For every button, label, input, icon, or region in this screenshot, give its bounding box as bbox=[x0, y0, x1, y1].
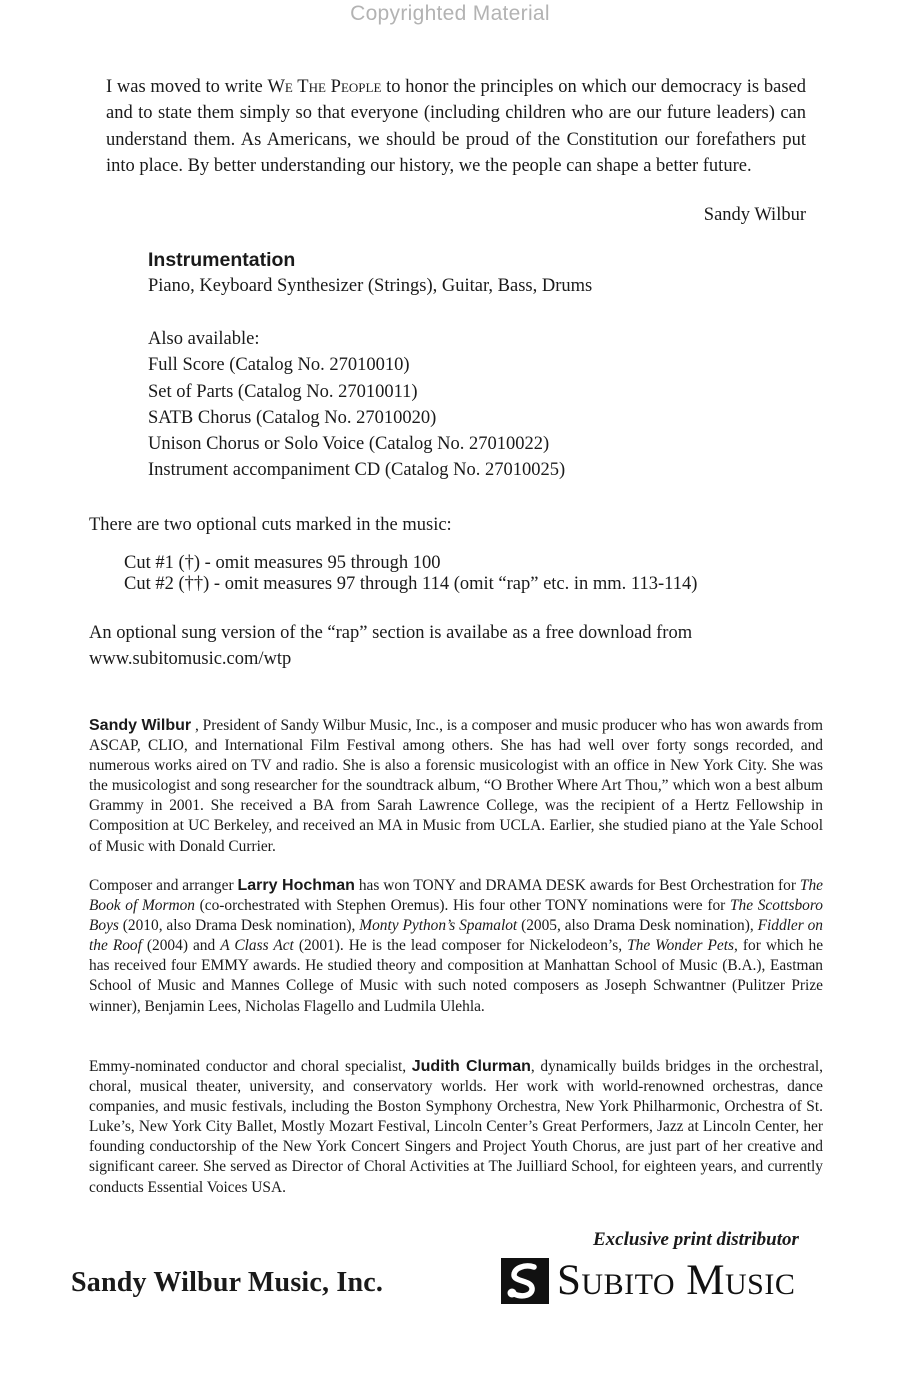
cuts-intro: There are two optional cuts marked in the music: bbox=[89, 515, 452, 535]
intro-text-after: to honor the principles on which our democracy is based and to state them simply so that everyone (including children who are our future leaders) can understand them. As Americans, we should be proud of the Constitution our forefathers put into place. By better understanding our history, we the people can shape a better future. bbox=[106, 77, 806, 176]
work-title: We The People bbox=[267, 77, 382, 97]
bio-text: (co-orchestrated with Stephen Oremus). His four other TONY nominations were for bbox=[194, 897, 730, 915]
show-title: The Book of Mormon bbox=[89, 877, 823, 915]
bio-text: , President of Sandy Wilbur Music, Inc., is a composer and music producer who has won awards from ASCAP, CLIO, and International Film Festival among others. She has had well over forty songs recorded, and numerous works aired on TV and radio. She is also a forensic musicologist with an office in New York City. She was the musicologist and song researcher for the soundtrack album, “O Brother Where Art Thou,” which won a best album Grammy in 2001. She received a BA from Sarah Lawrence College, was the recipient of a Hertz Fellowship in Composition at UC Berkeley, and received an MA in Music from UCLA. Earlier, she studied piano at the Yale School of Music with Donald Currier. bbox=[89, 717, 823, 855]
cut-item: Cut #1 (†) - omit measures 95 through 100 bbox=[124, 553, 441, 573]
publisher-name: Sandy Wilbur Music, Inc. bbox=[71, 1267, 384, 1298]
bio-text: , dynamically builds bridges in the orchestral, choral, musical theater, university, and conservatory worlds. Her work with world-renowned orchestras, dance companies, and music festivals, including the Boston Symphony Orchestra, New York Philharmonic, Orchestra of St. Luke’s, New York City Ballet, Mostly Mozart Festival, Lincoln Center’s Great Performers, Jazz at Lincoln Center, her founding conductorship of the New York Concert Singers and Project Youth Chorus, are just part of her creative and significant career. She served as Director of Choral Activities at The Juilliard School, for eighteen years, and currently conducts Essential Voices USA. bbox=[89, 1058, 823, 1196]
bio-sandy-wilbur bbox=[89, 716, 823, 857]
catalog-item: Full Score (Catalog No. 27010010) bbox=[148, 355, 410, 376]
bio-larry-hochman bbox=[89, 876, 823, 1017]
bio-judith-clurman bbox=[89, 1057, 823, 1198]
bio-name: Judith Clurman bbox=[411, 1058, 531, 1075]
bio-text: (2005, also Drama Desk nomination), bbox=[517, 917, 758, 935]
bio-name: Larry Hochman bbox=[237, 877, 355, 894]
cut-item: Cut #2 (††) - omit measures 97 through 114 (omit “rap” etc. in mm. 113-114) bbox=[124, 574, 698, 594]
show-title: A Class Act bbox=[220, 937, 294, 955]
catalog-item: Instrument accompaniment CD (Catalog No. 27010025) bbox=[148, 460, 566, 481]
distributor-logo bbox=[501, 1256, 831, 1306]
signature: Sandy Wilbur bbox=[703, 205, 806, 225]
copyright-watermark: Copyrighted Material bbox=[350, 2, 550, 25]
bio-text: Composer and arranger bbox=[89, 877, 238, 894]
subito-music-logo-icon bbox=[501, 1258, 549, 1304]
also-available-heading: Also available: bbox=[148, 329, 260, 349]
download-url: www.subitomusic.com/wtp bbox=[89, 649, 292, 669]
distributor-label: Exclusive print distributor bbox=[593, 1229, 799, 1250]
instrumentation-section bbox=[148, 247, 828, 300]
catalog-item: Set of Parts (Catalog No. 27010011) bbox=[148, 381, 418, 402]
cuts-list bbox=[124, 553, 824, 595]
instrumentation-heading: Instrumentation bbox=[148, 249, 296, 271]
bio-name: Sandy Wilbur bbox=[89, 717, 192, 734]
show-title: The Scottsboro Boys bbox=[89, 897, 823, 935]
distributor-name: Subito Music bbox=[557, 1257, 796, 1304]
show-title: Monty Python’s Spamalot bbox=[359, 917, 518, 935]
sung-version-text: An optional sung version of the “rap” section is availabe as a free download from bbox=[89, 623, 693, 643]
show-title: The Wonder Pets bbox=[627, 937, 735, 955]
sung-version-note bbox=[89, 620, 829, 672]
catalog-item: Unison Chorus or Solo Voice (Catalog No. 27010022) bbox=[148, 434, 550, 455]
bio-text: Emmy-nominated conductor and choral specialist, bbox=[89, 1058, 412, 1075]
intro-paragraph bbox=[106, 74, 806, 179]
intro-text-before: I was moved to write bbox=[106, 77, 268, 97]
bio-text: has won TONY and DRAMA DESK awards for Best Orchestration for bbox=[354, 877, 800, 894]
bio-text: (2001). He is the lead composer for Nickelodeon’s, bbox=[293, 937, 628, 955]
also-available-section bbox=[148, 326, 828, 484]
bio-text: (2010, also Drama Desk nomination), bbox=[118, 917, 360, 935]
bio-text: (2004) and bbox=[141, 937, 221, 955]
catalog-item: SATB Chorus (Catalog No. 27010020) bbox=[148, 407, 437, 428]
show-title: Fiddler on the Roof bbox=[89, 917, 824, 955]
bio-text: , for which he has received four EMMY awards. He studied theory and composition at Manhattan School of Music (B.A.), Eastman School of Music and Mannes College of Music with such noted composers as Joseph Schwantner (Pulitzer Prize winner), Benjamin Lees, Nicholas Flagello and Ludmila Ulehla. bbox=[89, 937, 824, 1015]
instrumentation-list: Piano, Keyboard Synthesizer (Strings), Guitar, Bass, Drums bbox=[148, 276, 593, 297]
